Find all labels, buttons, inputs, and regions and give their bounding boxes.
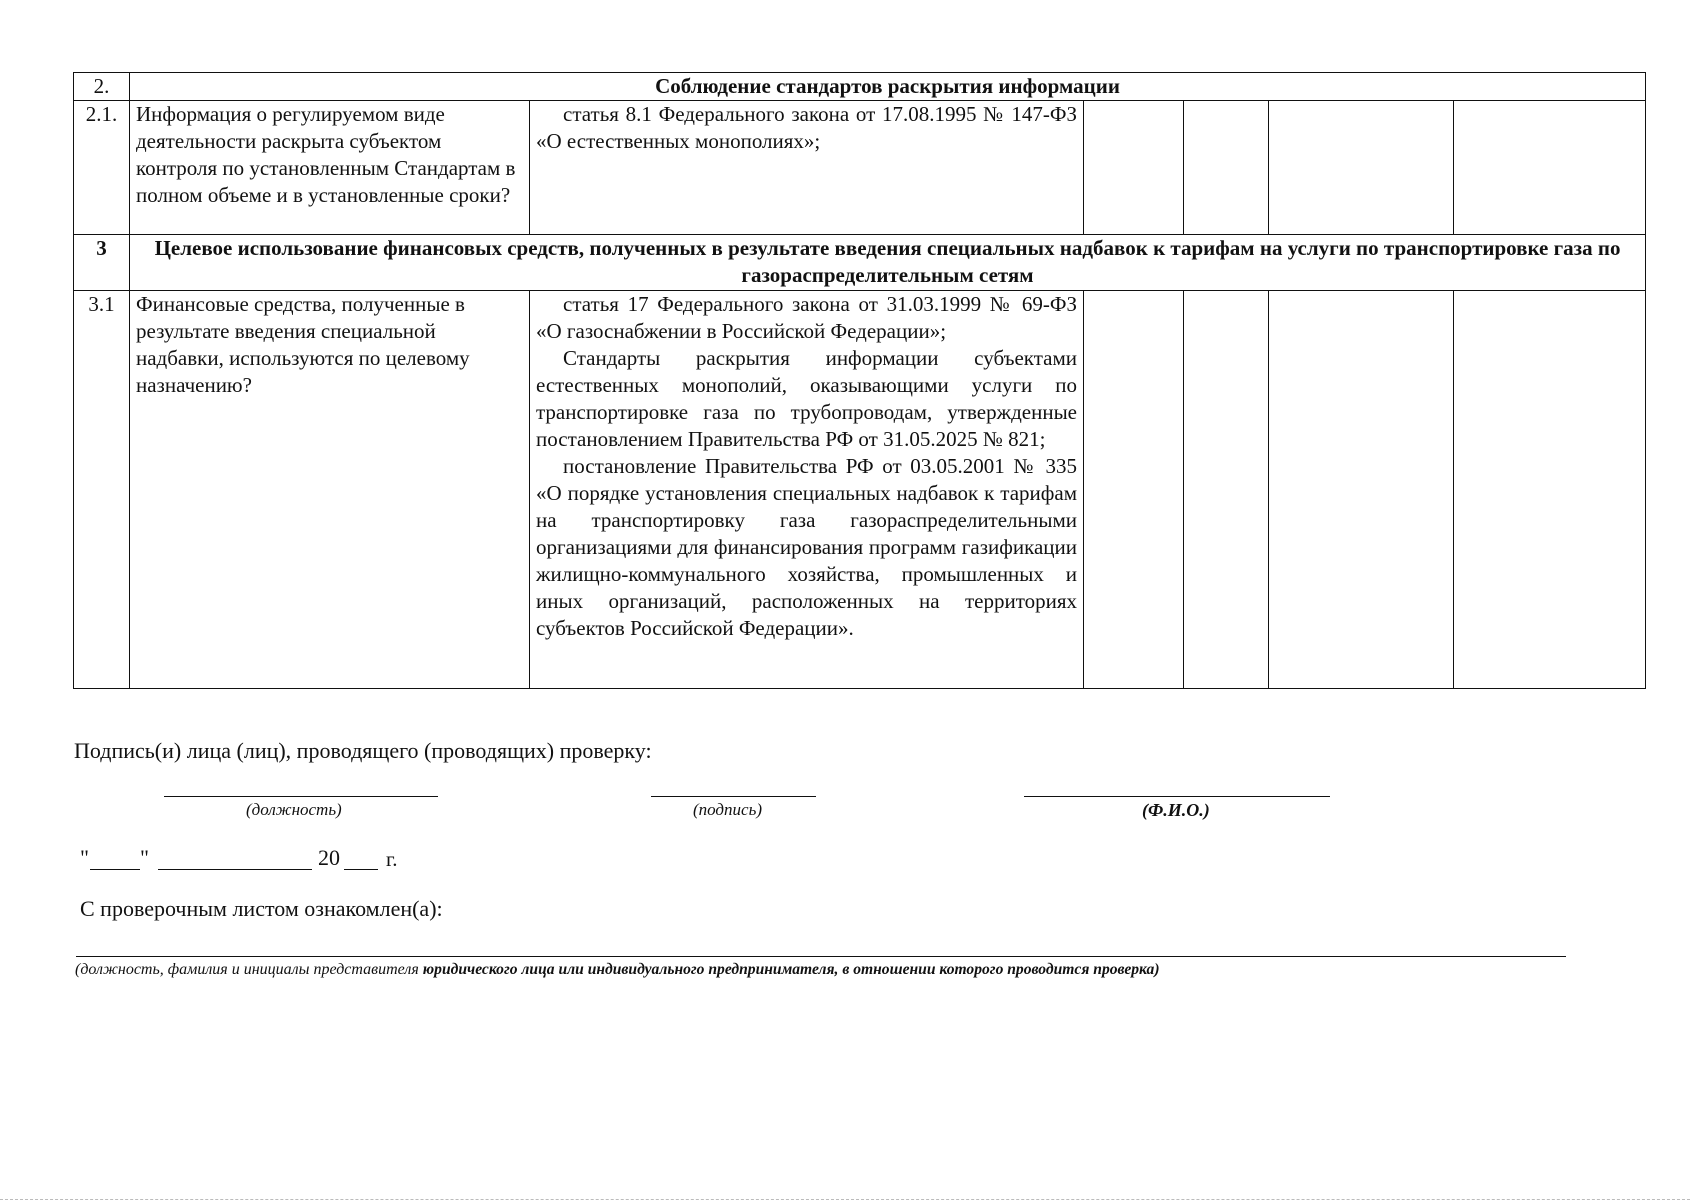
- full-name-line[interactable]: [1024, 796, 1330, 797]
- checklist-table: [73, 72, 1646, 689]
- row-3-1-law-2: Стандарты раскрытия информации субъектами естественных монополий, оказывающими услуги по транспортировке газа по трубопроводам, утвержденные постановлением Правительства РФ от 31.05.2025 № 821;: [536, 346, 1077, 451]
- row-2-1: [74, 101, 1646, 235]
- date-month-line[interactable]: [158, 869, 312, 870]
- row-3-1-law-3: постановление Правительства РФ от 03.05.2001 № 335 «О порядке установления специальных надбавок к тарифам на транспортировку газа газораспределительными организациями для финансирования программ газификации жилищно-коммунального хозяйства, промышленных и иных организаций, расположенных на территориях субъектов Российской Федерации».: [536, 454, 1077, 640]
- row-3-1-legal-basis: [530, 291, 1084, 689]
- row-2-1-note-cell[interactable]: [1454, 101, 1646, 235]
- signature-line[interactable]: [651, 796, 816, 797]
- section-2-title: Соблюдение стандартов раскрытия информации: [130, 73, 1646, 101]
- representative-caption-part2: юридического лица или индивидуального предпринимателя, в отношении которого проводится проверка): [422, 961, 1160, 978]
- row-3-1: [74, 291, 1646, 689]
- date-year-suffix: г.: [386, 847, 398, 871]
- date-year-prefix: 20: [318, 845, 340, 870]
- date-year-line[interactable]: [344, 869, 378, 870]
- row-3-1-no-cell[interactable]: [1184, 291, 1269, 689]
- date-day-line[interactable]: [90, 869, 140, 870]
- row-3-1-law-1: статья 17 Федерального закона от 31.03.1999 № 69-ФЗ «О газоснабжении в Российской Федерации»;: [536, 292, 1077, 343]
- date-quote-close: ": [140, 845, 149, 870]
- position-caption: (должность): [246, 800, 342, 819]
- representative-caption: [75, 961, 1160, 979]
- position-line[interactable]: [164, 796, 438, 797]
- row-3-1-note-cell[interactable]: [1454, 291, 1646, 689]
- full-name-caption: (Ф.И.О.): [1142, 800, 1210, 820]
- row-3-1-number: 3.1: [74, 291, 130, 689]
- row-2-1-not-applicable-cell[interactable]: [1269, 101, 1454, 235]
- row-2-1-law-text: статья 8.1 Федерального закона от 17.08.1995 № 147-ФЗ «О естественных монополиях»;: [536, 102, 1077, 153]
- acknowledgement-heading: С проверочным листом ознакомлен(а):: [80, 896, 443, 921]
- row-2-1-legal-basis: [530, 101, 1084, 235]
- row-3-1-not-applicable-cell[interactable]: [1269, 291, 1454, 689]
- row-3-1-yes-cell[interactable]: [1084, 291, 1184, 689]
- section-2-row: [74, 73, 1646, 101]
- section-3-row: [74, 235, 1646, 291]
- representative-caption-part1: (должность, фамилия и инициалы представителя: [75, 961, 419, 978]
- representative-line[interactable]: [76, 956, 1566, 957]
- row-2-1-yes-cell[interactable]: [1084, 101, 1184, 235]
- signature-caption: (подпись): [693, 800, 762, 819]
- row-2-1-number: 2.1.: [74, 101, 130, 235]
- section-3-title: Целевое использование финансовых средств, полученных в результате введения специальных надбавок к тарифам на услуги по транспортировке газа по газораспределительным сетям: [130, 235, 1646, 291]
- row-3-1-question: Финансовые средства, полученные в результате введения специальной надбавки, используются по целевому назначению?: [130, 291, 530, 689]
- date-quote-open: ": [80, 845, 89, 870]
- section-3-number: 3: [74, 235, 130, 291]
- row-2-1-no-cell[interactable]: [1184, 101, 1269, 235]
- section-2-number: 2.: [74, 73, 130, 101]
- row-2-1-question: Информация о регулируемом виде деятельности раскрыта субъектом контроля по установленным Стандартам в полном объеме и в установленные сроки?: [130, 101, 530, 235]
- signature-heading: Подпись(и) лица (лиц), проводящего (проводящих) проверку:: [74, 738, 652, 763]
